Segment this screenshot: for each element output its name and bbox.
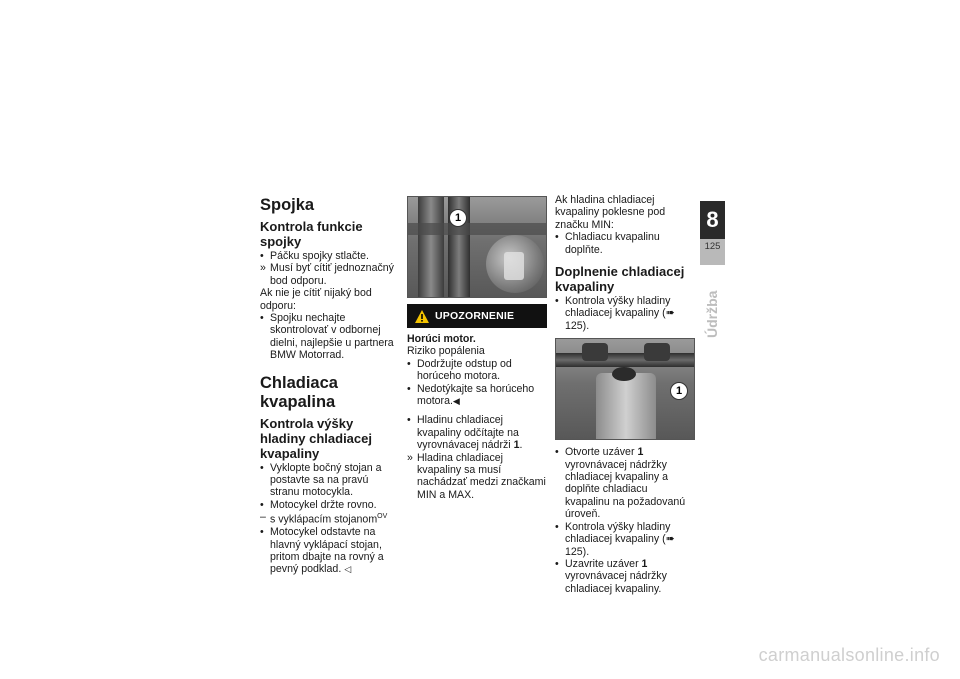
photo-coolant-reservoir: [407, 196, 547, 298]
warning-risk: Riziko popálenia: [407, 345, 485, 358]
subtitle-coolant-check: Kontrola výšky hladiny chladiacej kvapaliny: [260, 415, 372, 461]
result-item: » Musí byť cítiť jednoznačný bod odporu.: [260, 262, 394, 287]
callout-marker: 1: [670, 382, 688, 400]
photo-reservoir-cap: [555, 338, 695, 440]
chapter-number: 8: [700, 201, 725, 239]
bullet-item: • Chladiacu kvapalinu doplňte.: [555, 231, 660, 256]
bullet-item: • Motocykel držte rovno.: [260, 498, 377, 511]
bullet-item: • Vyklopte bočný stojan a postavte sa na pravú stranu motocykla.: [260, 461, 382, 499]
bullet-item: • Kontrola výšky hladiny chladiacej kvapaliny (➠ 125).: [555, 295, 675, 332]
paragraph: Ak nie je cítiť nijaký bod odporu:: [260, 287, 372, 312]
warning-banner: [407, 304, 547, 328]
subtitle-clutch-check: Kontrola funkcie spojky: [260, 219, 363, 249]
section-title-clutch: Spojka: [260, 196, 315, 214]
bullet-item: • Hladinu chladiacej kvapaliny odčítajte na vyrovnávacej nádrži 1.: [407, 414, 523, 452]
section-side-title: Údržba: [704, 290, 720, 338]
bullet-item: • Kontrola výšky hladiny chladiacej kvapaliny (➠ 125).: [555, 520, 675, 558]
column-2: [407, 196, 547, 501]
warning-triangle-icon: [415, 310, 429, 323]
subtitle-coolant-refill: Doplnenie chladiacej kvapaliny: [555, 264, 685, 295]
paragraph: Ak hladina chladiacej kvapaliny poklesne pod značku MIN:: [555, 194, 666, 231]
bullet-item: • Dodržujte odstup od horúceho motora.: [407, 357, 512, 383]
result-item: » Hladina chladiacej kvapaliny sa musí nachádzať medzi značkami MIN a MAX.: [407, 451, 546, 501]
chapter-tab: [700, 201, 725, 265]
column-1: [260, 196, 400, 576]
section-title-coolant: Chladiaca kvapalina: [260, 373, 338, 411]
end-mark-icon: ◁: [344, 564, 352, 575]
bullet-item: • Motocykel odstavte na hlavný vyklápací stojan, pritom dbajte na rovný a pevný podklad. ◁: [260, 526, 384, 576]
bullet-item: • Nedotýkajte sa horúceho motora.◀: [407, 382, 535, 408]
bullet-item: • Uzavrite uzáver 1 vyrovnávacej nádržky chladiacej kvapaliny.: [555, 557, 667, 595]
callout-marker: 1: [449, 209, 467, 227]
column-3: [555, 194, 695, 595]
variant-item: – s vyklápacím stojanom$^{OV}$: [260, 511, 388, 526]
watermark: carmanualsonline.info: [758, 645, 940, 665]
bullet-item: • Páčku spojky stlačte.: [260, 250, 369, 262]
warning-heading: Horúci motor.: [407, 333, 476, 345]
variant-code: OV: [377, 513, 388, 521]
bullet-item: • Spojku nechajte skontrolovať v odbornej dielni, najlepšie u partnera BMW Motorrad.: [260, 312, 394, 362]
end-mark-icon: ◀: [452, 396, 460, 407]
page-number: 125: [704, 241, 721, 252]
warning-title: UPOZORNENIE: [435, 309, 515, 322]
bullet-item: • Otvorte uzáver 1 vyrovnávacej nádržky chladiacej kvapaliny a doplňte chladiacu kvapalinu na požadovanú úroveň.: [555, 446, 686, 521]
